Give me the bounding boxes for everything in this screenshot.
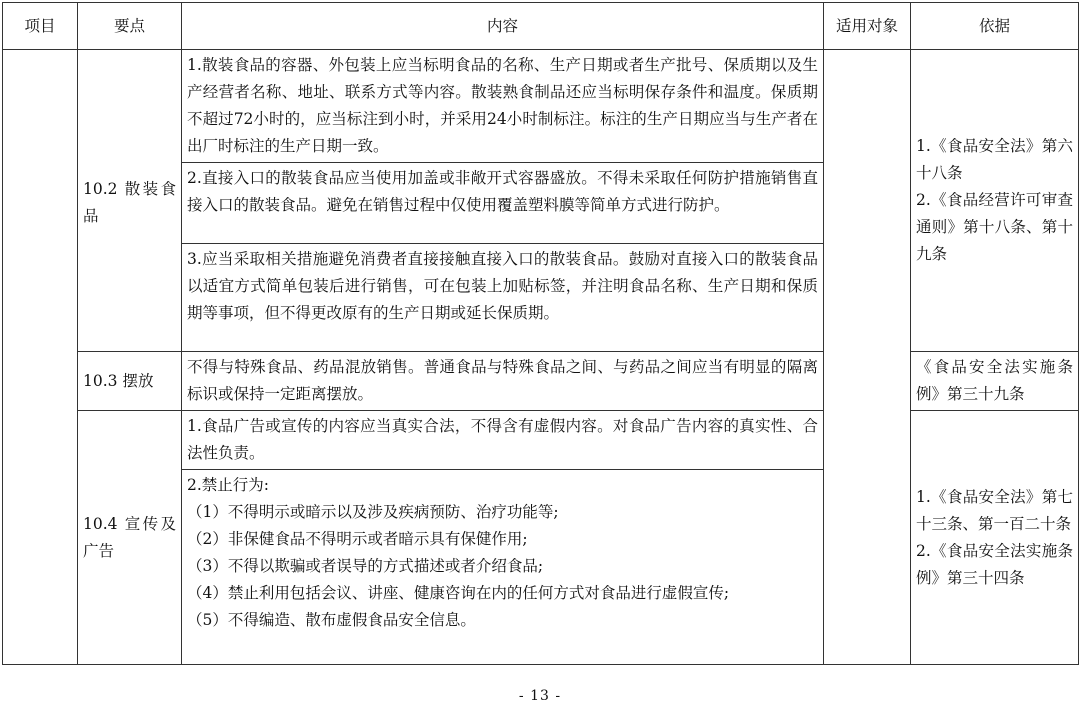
content-cell-10-4-2 xyxy=(182,470,824,665)
page-number: - 13 - xyxy=(518,688,562,704)
table-header-row xyxy=(3,3,1079,50)
header-content: 内容 xyxy=(182,3,824,50)
table-row xyxy=(3,50,1079,163)
header-item: 项目 xyxy=(3,3,78,50)
header-basis: 依据 xyxy=(911,3,1079,50)
table-row xyxy=(3,411,1079,470)
prohibited-item-4: （4）禁止利用包括会议、讲座、健康咨询在内的任何方式对食品进行虚假宣传; xyxy=(187,584,730,602)
item-cell xyxy=(3,50,78,665)
content-cell-10-2-3: 3.应当采取相关措施避免消费者直接接触直接入口的散装食品。鼓励对直接入口的散装食品以适宜方式简单包装后进行销售，可在包装上加贴标签，并注明食品名称、生产日期和保质期等事项，但不得更改原有的生产日期或延长保质期。 xyxy=(182,244,824,352)
header-target: 适用对象 xyxy=(824,3,911,50)
content-cell-10-2-1: 1.散装食品的容器、外包装上应当标明食品的名称、生产日期或者生产批号、保质期以及生产经营者名称、地址、联系方式等内容。散装熟食制品还应当标明保存条件和温度。保质期不超过72小时的，应当标注到小时，并采用24小时制标注。标注的生产日期应当与生产者在出厂时标注的生产日期一致。 xyxy=(182,50,824,163)
basis-cell-10-2 xyxy=(911,50,1079,352)
point-cell-10-3: 10.3 摆放 xyxy=(78,352,182,411)
content-cell-10-4-1: 1.食品广告或宣传的内容应当真实合法，不得含有虚假内容。对食品广告内容的真实性、合法性负责。 xyxy=(182,411,824,470)
prohibited-item-3: （3）不得以欺骗或者误导的方式描述或者介绍食品; xyxy=(187,557,544,575)
point-cell-10-4: 10.4 宣传及广告 xyxy=(78,411,182,665)
content-cell-10-2-2: 2.直接入口的散装食品应当使用加盖或非敞开式容器盛放。不得未采取任何防护措施销售直接入口的散装食品。避免在销售过程中仅使用覆盖塑料膜等简单方式进行防护。 xyxy=(182,163,824,244)
header-point: 要点 xyxy=(78,3,182,50)
document-page xyxy=(2,2,1078,665)
prohibited-item-5: （5）不得编造、散布虚假食品安全信息。 xyxy=(187,611,476,629)
prohibited-item-2: （2）非保健食品不得明示或者暗示具有保健作用; xyxy=(187,530,528,548)
inspection-table xyxy=(2,2,1079,665)
table-row xyxy=(3,352,1079,411)
basis-text: 1.《食品安全法》第七十三条、第一百二十条 2.《食品安全法实施条例》第三十四条 xyxy=(916,487,1073,587)
basis-cell-10-4 xyxy=(911,411,1079,665)
basis-text: 1.《食品安全法》第六十八条 2.《食品经营许可审查通则》第十八条、第十九条 xyxy=(916,137,1073,263)
prohibited-title: 2.禁止行为: xyxy=(187,476,270,494)
basis-cell-10-3: 《食品安全法实施条例》第三十九条 xyxy=(911,352,1079,411)
point-cell-10-2: 10.2 散装食品 xyxy=(78,50,182,352)
content-cell-10-3-1: 不得与特殊食品、药品混放销售。普通食品与特殊食品之间、与药品之间应当有明显的隔离标识或保持一定距离摆放。 xyxy=(182,352,824,411)
prohibited-item-1: （1）不得明示或暗示以及涉及疾病预防、治疗功能等; xyxy=(187,503,559,521)
target-cell xyxy=(824,50,911,665)
